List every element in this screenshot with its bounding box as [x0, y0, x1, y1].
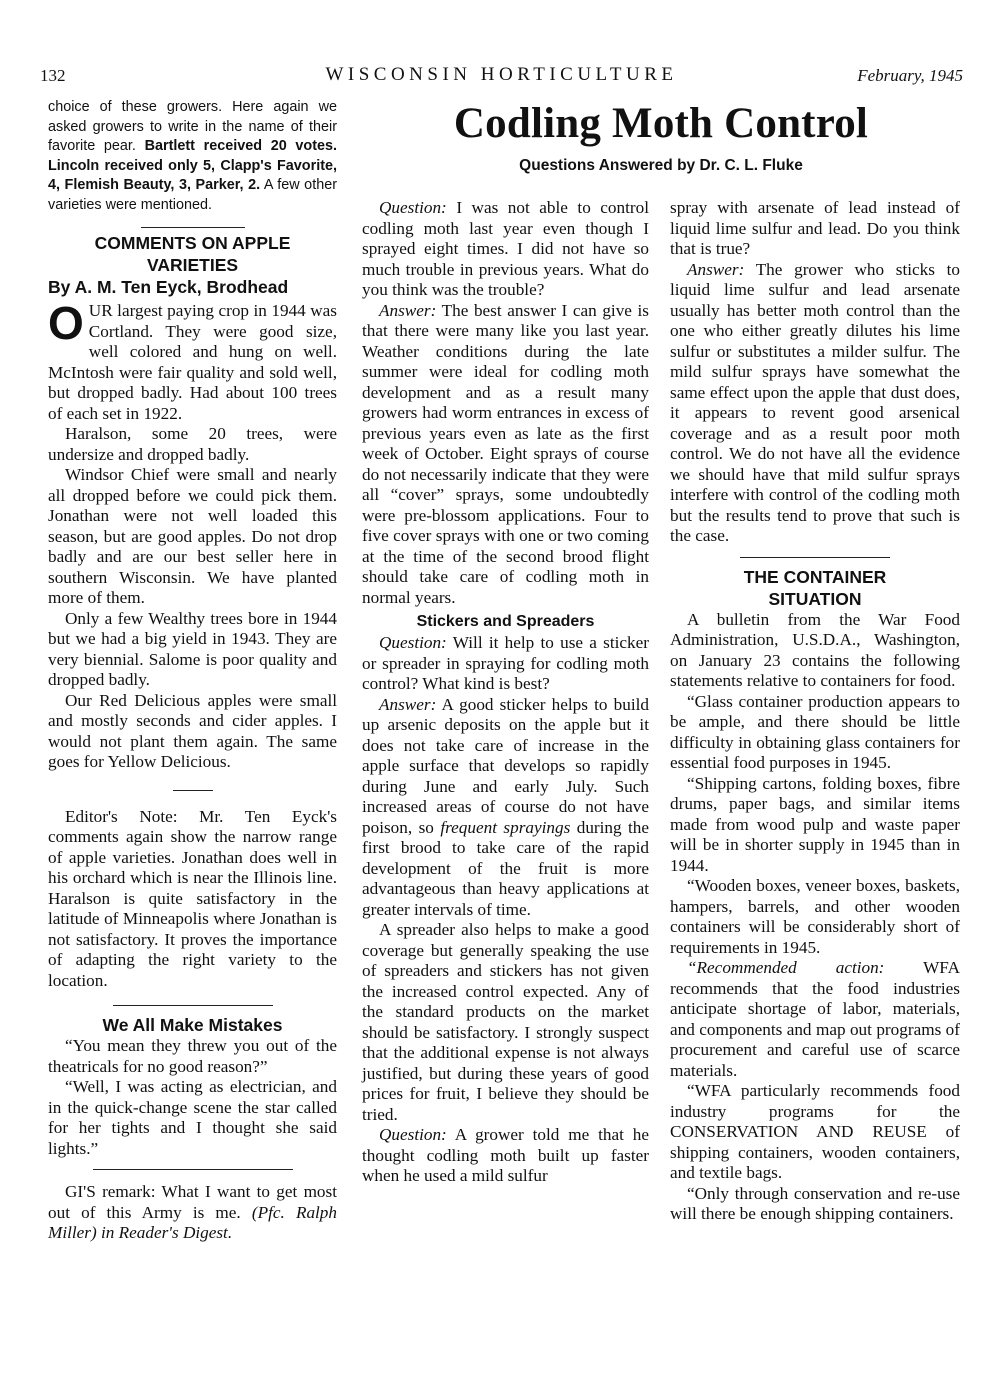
- comments-heading: COMMENTS ON APPLE VARIETIES: [94, 233, 291, 275]
- section-divider: [740, 557, 890, 558]
- paragraph: Haralson, some 20 trees, were undersize and dropped badly.: [48, 424, 337, 464]
- journal-title: WISCONSIN HORTICULTURE: [325, 64, 678, 85]
- paragraph: [48, 297, 337, 424]
- section-divider: [141, 227, 245, 228]
- page-number: 132: [40, 66, 66, 85]
- pear-survey-text: [48, 98, 337, 215]
- question-label: Question:: [379, 633, 447, 652]
- right-column: [670, 198, 960, 1225]
- issue-date: February, 1945: [857, 66, 963, 85]
- answer: [362, 301, 649, 609]
- paragraph: “Shipping cartons, folding boxes, fibre drums, paper bags, and similar items made from wood pulp and waste paper will be in shorter supply in 1945 than in 1944.: [670, 773, 960, 875]
- answer: [670, 260, 960, 547]
- middle-column: [362, 198, 649, 1187]
- comments-byline: By A. M. Ten Eyck, Brodhead: [48, 277, 289, 297]
- question-text: I was not able to control codling moth last year even though I sprayed eight times. I did not have so much trouble in previous years. What do you think was the trouble?: [362, 198, 649, 299]
- paragraph: “Glass container production appears to be ample, and there should be little difficulty in obtaining glass containers for essential food purposes in 1945.: [670, 691, 960, 772]
- container-heading: THE CONTAINER: [743, 566, 887, 587]
- section-divider: [113, 1005, 273, 1006]
- running-header: [40, 62, 963, 90]
- question-continued: spray with arsenate of lead instead of liquid lime sulfur and lead. Do you think that is true?: [670, 198, 960, 258]
- answer-label: Answer:: [379, 694, 437, 714]
- drop-cap: O: [48, 297, 84, 349]
- pear-votes-text: Bartlett received 20 votes. Lincoln received only 5, Clapp's Favorite, 4, Flemish Beauty, 3, Parker, 2.: [48, 138, 338, 193]
- question-text: A grower told me that he thought codling moth built up faster when he used a mild sulfur: [362, 1125, 649, 1185]
- answer-text: The grower who sticks to liquid lime sulfur and lead arsenate usually has better moth control than the one who either greatly dilutes his lime sulfur or substitutes a milder sulfur. The mild sulfur sprays have somewhat the same effect upon the apple that dust does, it appears to revent good arsenical coverage and as a result poor moth control. We do not have all the evidence we should have that mild sulfur sprays interfere with control of the codling moth but the results tend to prove that such is the case.: [670, 259, 960, 545]
- stickers-heading: Stickers and Spreaders: [416, 613, 595, 630]
- editors-note: Editor's Note: Mr. Ten Eyck's comments again show the narrow range of apple varieties. Jonathan does well in his orchard which is near the Illinois line. Haralson is quite satisfactory in the latitude of Minneapolis where Jonathan is not satisfactory. It proves the importance of adapting the right variety to the location.: [48, 806, 337, 990]
- paragraph-text: UR largest paying crop in 1944 was Cortland. They were good size, well colored and hung on well. McIntosh were fair quality and sold well, but dropped badly. Had about 100 trees of each set in 1922.: [48, 301, 337, 423]
- question-text: Will it help to use a sticker or spreader in spraying for codling moth control? What kind is best?: [362, 633, 649, 693]
- article-byline: Questions Answered by Dr. C. L. Fluke: [519, 157, 803, 174]
- container-heading: SITUATION: [768, 588, 862, 609]
- pear-intro-text: choice of these growers. Here again we asked growers to write in the name of their favorite pear.: [48, 99, 337, 154]
- question-label: Question:: [379, 198, 447, 217]
- question: [362, 1125, 649, 1187]
- paragraph: “You mean they threw you out of the theatricals for no good reason?”: [48, 1036, 337, 1076]
- pear-other-text: A few other varieties were mentioned.: [48, 177, 337, 213]
- section-divider: [173, 790, 213, 791]
- paragraph: A spreader also helps to make a good coverage but generally speaking the use of spreaders and stickers has not given the increased control expected. Any of the standard products on the market should be satisfactory. I strongly suspect that the additional expense is not always justified, but during these years of good prices for fruit, I believe they should be tried.: [362, 920, 649, 1124]
- answer-label: Answer:: [687, 259, 745, 279]
- paragraph: Windsor Chief were small and nearly all dropped before we could pick them. Jonathan were not well loaded this season, but are good apples. Do not drop badly and are our best seller here in southern Wisconsin. We have planted more of them.: [48, 465, 337, 607]
- recommended-action-label: “Recommended action:: [687, 958, 885, 977]
- question: [362, 633, 649, 695]
- paragraph: [670, 958, 960, 1081]
- answer-text: The best answer I can give is that there were many like you last year. Weather conditions during the late summer were ideal for codling moth development and as a result many growers had worm entrances in excess of previous years even as late as the first week of October. Eight sprays of course do not necessarily indicate that they were all “cover” sprays, some undoubtedly were pre-blossom applications. Four to five cover sprays with one or two coming at the time of the second brood flight should take care of codling moth in normal years.: [362, 300, 649, 607]
- emphasis-text: frequent sprayings: [440, 817, 571, 837]
- gi-remark-source: (Pfc. Ralph Miller) in Reader's Digest.: [48, 1202, 337, 1242]
- article-title: Codling Moth Control: [453, 100, 869, 147]
- answer: [362, 695, 649, 921]
- gi-remark-text: GI'S remark: What I want to get most out of this Army is me.: [48, 1182, 337, 1222]
- paragraph-text: WFA recommends that the food industries anticipate shortage of labor, materials, and components and map out programs of procurement and careful use of scarce materials.: [670, 958, 960, 1080]
- mistakes-heading: We All Make Mistakes: [102, 1015, 283, 1035]
- paragraph: “Only through conservation and re-use will there be enough shipping containers.: [670, 1183, 960, 1223]
- question: [362, 198, 649, 301]
- paragraph: Only a few Wealthy trees bore in 1944 but we had a big yield in 1943. They are very biennial. Salome is poor quality and dropped badly.: [48, 608, 337, 689]
- paragraph: “Wooden boxes, veneer boxes, baskets, hampers, barrels, and other wooden containers will be considerably short of requirements in 1945.: [670, 876, 960, 957]
- answer-text: during the first brood to take care of the rapid development of the fruit is more advantageous than heavy applications at greater intervals of time.: [362, 817, 650, 919]
- question-label: Question:: [379, 1125, 447, 1144]
- answer-label: Answer:: [379, 300, 437, 320]
- paragraph: “Well, I was acting as electrician, and in the quick-change scene the star called for her tights and I thought she said lights.”: [48, 1077, 337, 1158]
- left-column: [48, 98, 337, 1244]
- answer-text: A good sticker helps to build up arsenic deposits on the apple but it does not take care of increase in the apple surface that develops so rapidly during June and early July. Such increased areas of course do not have poison, so: [362, 694, 649, 837]
- paragraph: A bulletin from the War Food Administration, U.S.D.A., Washington, on January 23 contains the following statements relative to containers for food.: [670, 609, 960, 690]
- gi-remark: [48, 1182, 337, 1244]
- paragraph: “WFA particularly recommends food industry programs for the CONSERVATION AND REUSE of shipping containers, wooden containers, and textile bags.: [670, 1081, 960, 1182]
- paragraph: Our Red Delicious apples were small and mostly seconds and cider apples. I would not plant them again. The same goes for Yellow Delicious.: [48, 690, 337, 771]
- section-divider: [93, 1169, 293, 1170]
